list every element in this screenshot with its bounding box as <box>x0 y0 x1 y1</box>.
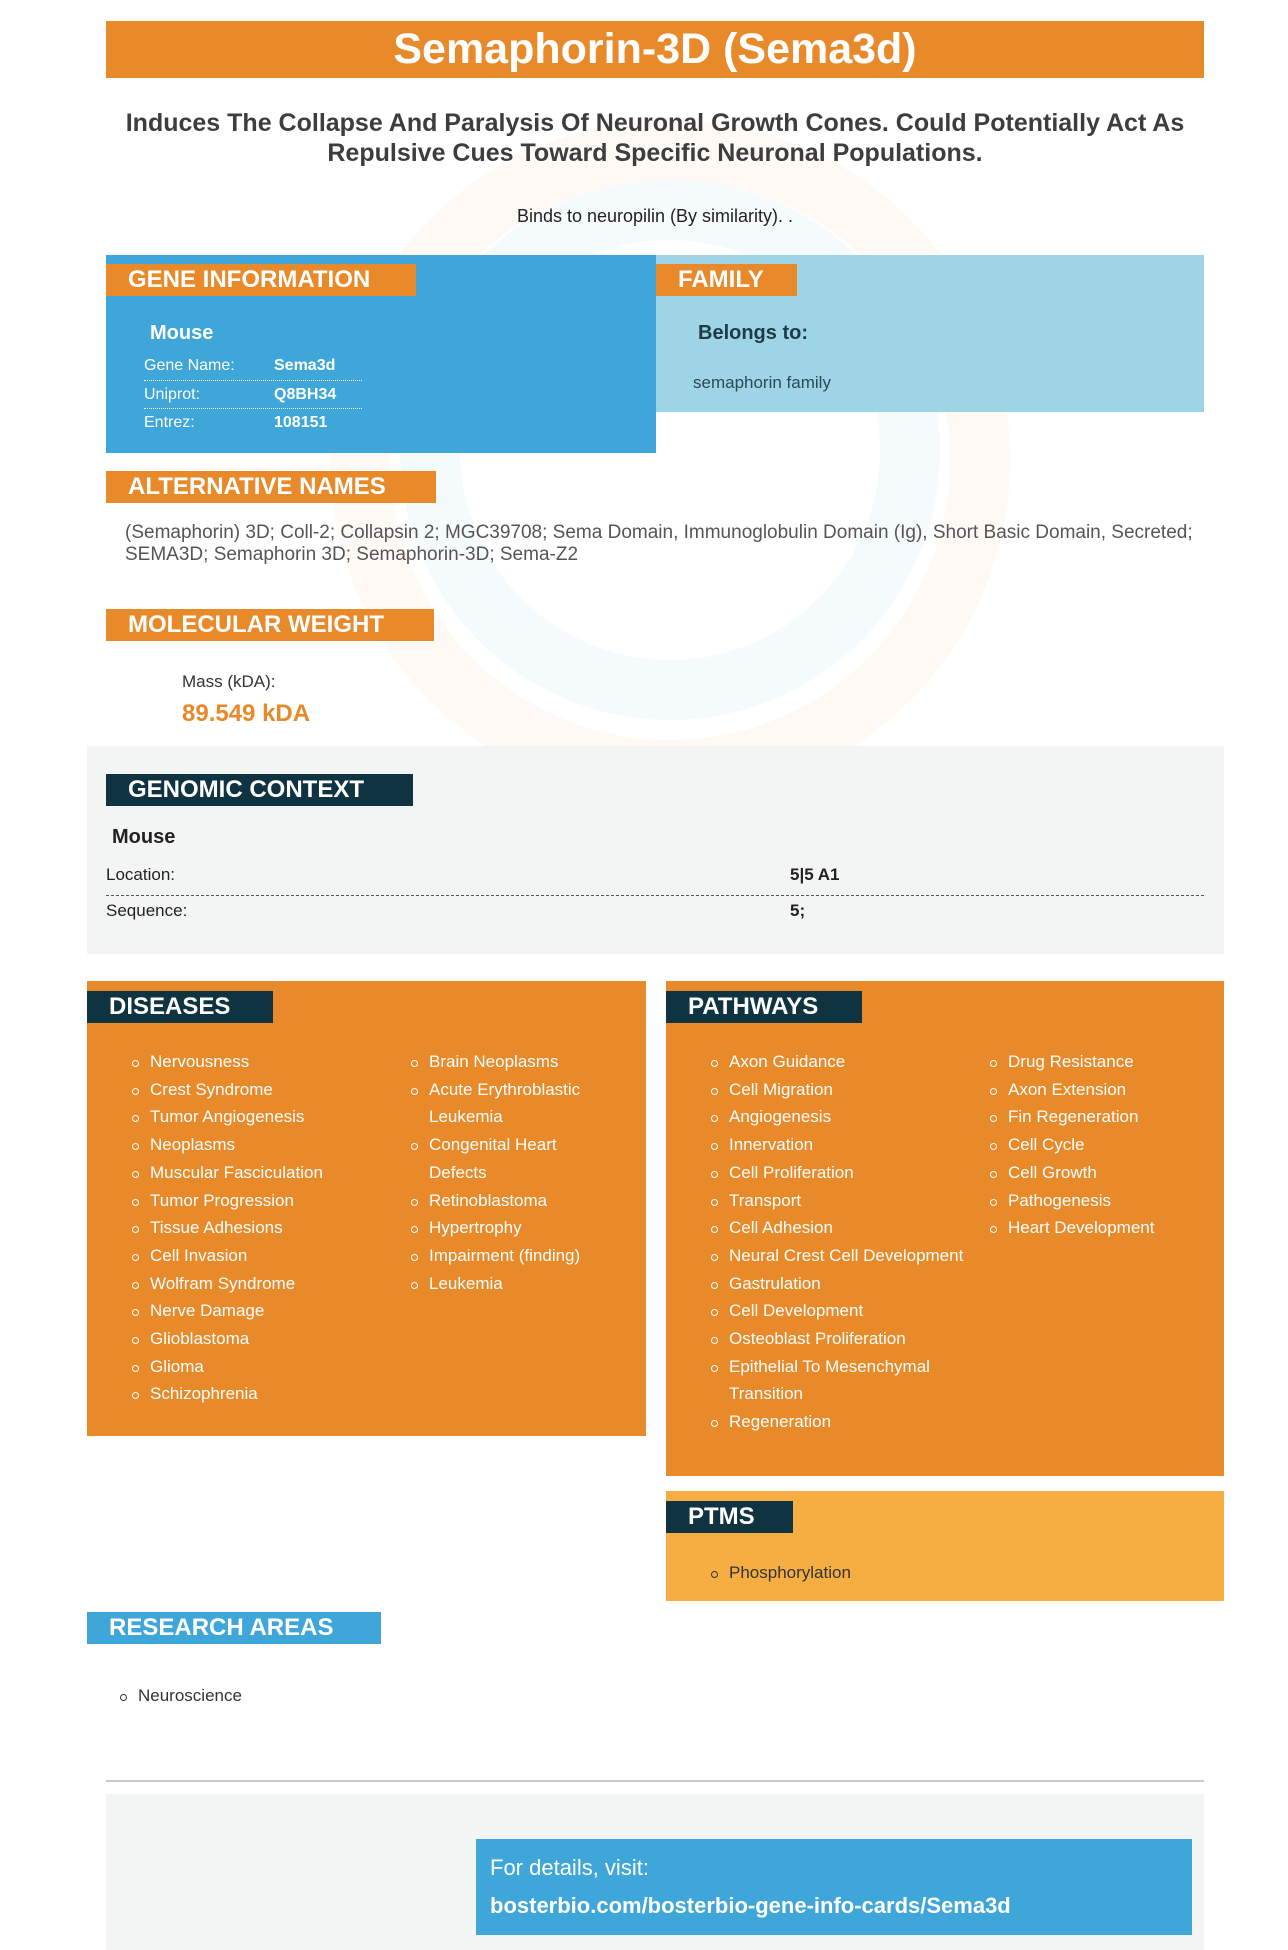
pathway-item: Gastrulation <box>711 1270 971 1298</box>
sequence-row <box>106 894 1204 928</box>
protein-function-summary: Induces The Collapse And Paralysis Of Neuronal Growth Cones. Could Potentially Act As Repulsive Cues Toward Specific Neuronal Populations. <box>125 109 1185 167</box>
disease-item: Retinoblastoma <box>411 1187 611 1215</box>
gene-information-heading: GENE INFORMATION <box>106 264 416 296</box>
pathway-item: Cell Migration <box>711 1076 971 1104</box>
ptms-list <box>711 1559 1011 1587</box>
pathways-list-col2 <box>990 1048 1210 1242</box>
disease-item: Glioblastoma <box>132 1325 392 1353</box>
details-prompt: For details, visit: <box>490 1855 649 1880</box>
gene-info-table <box>144 352 362 436</box>
gene-name-row <box>144 352 362 380</box>
entrez-label: Entrez: <box>144 414 195 431</box>
disease-item: Leukemia <box>411 1270 611 1298</box>
disease-item: Tissue Adhesions <box>132 1214 392 1242</box>
pathway-item: Innervation <box>711 1131 971 1159</box>
diseases-heading: DISEASES <box>87 991 273 1023</box>
disease-item: Brain Neoplasms <box>411 1048 611 1076</box>
gene-name-label: Gene Name: <box>144 357 235 374</box>
pathways-list-col1 <box>711 1048 971 1436</box>
molecular-weight-heading: MOLECULAR WEIGHT <box>106 609 434 641</box>
alternative-names-text: (Semaphorin) 3D; Coll-2; Collapsin 2; MGC39708; Sema Domain, Immunoglobulin Domain (Ig), Short Basic Domain, Secreted; SEMA3D; Semaphorin 3D; Semaphorin-3D; Sema-Z2 <box>125 522 1193 565</box>
location-value: 5|5 A1 <box>790 865 840 884</box>
mass-value: 89.549 kDA <box>182 700 311 727</box>
sequence-value: 5; <box>790 901 806 920</box>
ptms-heading: PTMS <box>666 1501 793 1533</box>
gene-species: Mouse <box>150 322 214 344</box>
uniprot-value: Q8BH34 <box>274 386 337 403</box>
entrez-row <box>144 408 362 436</box>
disease-item: Tumor Progression <box>132 1187 392 1215</box>
uniprot-row <box>144 380 362 408</box>
pathway-item: Osteoblast Proliferation <box>711 1325 971 1353</box>
pathway-item: Cell Growth <box>990 1159 1210 1187</box>
pathway-item: Cell Development <box>711 1297 971 1325</box>
details-url-link[interactable]: bosterbio.com/bosterbio-gene-info-cards/Sema3d <box>490 1893 1011 1918</box>
pathway-item: Regeneration <box>711 1408 971 1436</box>
disease-item: Impairment (finding) <box>411 1242 611 1270</box>
ptm-item: Phosphorylation <box>711 1559 1011 1587</box>
pathway-item: Drug Resistance <box>990 1048 1210 1076</box>
pathway-item: Fin Regeneration <box>990 1103 1210 1131</box>
disease-item: Tumor Angiogenesis <box>132 1103 392 1131</box>
pathway-item: Axon Extension <box>990 1076 1210 1104</box>
pathway-item: Axon Guidance <box>711 1048 971 1076</box>
uniprot-label: Uniprot: <box>144 386 201 403</box>
disease-item: Crest Syndrome <box>132 1076 392 1104</box>
family-label: Belongs to: <box>698 322 808 344</box>
disease-item: Schizophrenia <box>132 1380 392 1408</box>
pathway-item: Cell Adhesion <box>711 1214 971 1242</box>
gene-name-value: Sema3d <box>274 357 336 374</box>
disease-item: Congenital Heart Defects <box>411 1131 611 1186</box>
disease-item: Glioma <box>132 1353 392 1381</box>
disease-item: Hypertrophy <box>411 1214 611 1242</box>
disease-item: Acute Erythroblastic Leukemia <box>411 1076 611 1131</box>
page-title: Semaphorin-3D (Sema3d) <box>106 21 1204 78</box>
research-areas-heading: RESEARCH AREAS <box>87 1612 381 1644</box>
mass-label: Mass (kDA): <box>182 672 276 691</box>
pathway-item: Angiogenesis <box>711 1103 971 1131</box>
research-area-item: Neuroscience <box>120 1686 242 1706</box>
pathway-item: Heart Development <box>990 1214 1210 1242</box>
protein-description: Binds to neuropilin (By similarity). . <box>516 206 794 226</box>
diseases-list-col2 <box>411 1048 611 1297</box>
diseases-list-col1 <box>132 1048 392 1408</box>
alternative-names-heading: ALTERNATIVE NAMES <box>106 471 436 503</box>
genomic-context-heading: GENOMIC CONTEXT <box>106 774 413 806</box>
family-value: semaphorin family <box>693 373 831 392</box>
location-label: Location: <box>106 865 175 884</box>
pathway-item: Transport <box>711 1187 971 1215</box>
footer-divider <box>106 1780 1204 1782</box>
disease-item: Nervousness <box>132 1048 392 1076</box>
pathway-item: Neural Crest Cell Development <box>711 1242 971 1270</box>
sequence-label: Sequence: <box>106 901 188 920</box>
pathway-item: Epithelial To Mesenchymal Transition <box>711 1353 971 1408</box>
entrez-value: 108151 <box>274 414 328 431</box>
disease-item: Nerve Damage <box>132 1297 392 1325</box>
pathway-item: Pathogenesis <box>990 1187 1210 1215</box>
genomic-species: Mouse <box>112 826 176 848</box>
details-link-box[interactable] <box>476 1839 1192 1935</box>
location-row <box>106 858 1204 892</box>
disease-item: Cell Invasion <box>132 1242 392 1270</box>
disease-item: Wolfram Syndrome <box>132 1270 392 1298</box>
disease-item: Muscular Fasciculation <box>132 1159 392 1187</box>
family-heading: FAMILY <box>656 264 797 296</box>
disease-item: Neoplasms <box>132 1131 392 1159</box>
pathways-heading: PATHWAYS <box>666 991 862 1023</box>
pathway-item: Cell Cycle <box>990 1131 1210 1159</box>
pathway-item: Cell Proliferation <box>711 1159 971 1187</box>
